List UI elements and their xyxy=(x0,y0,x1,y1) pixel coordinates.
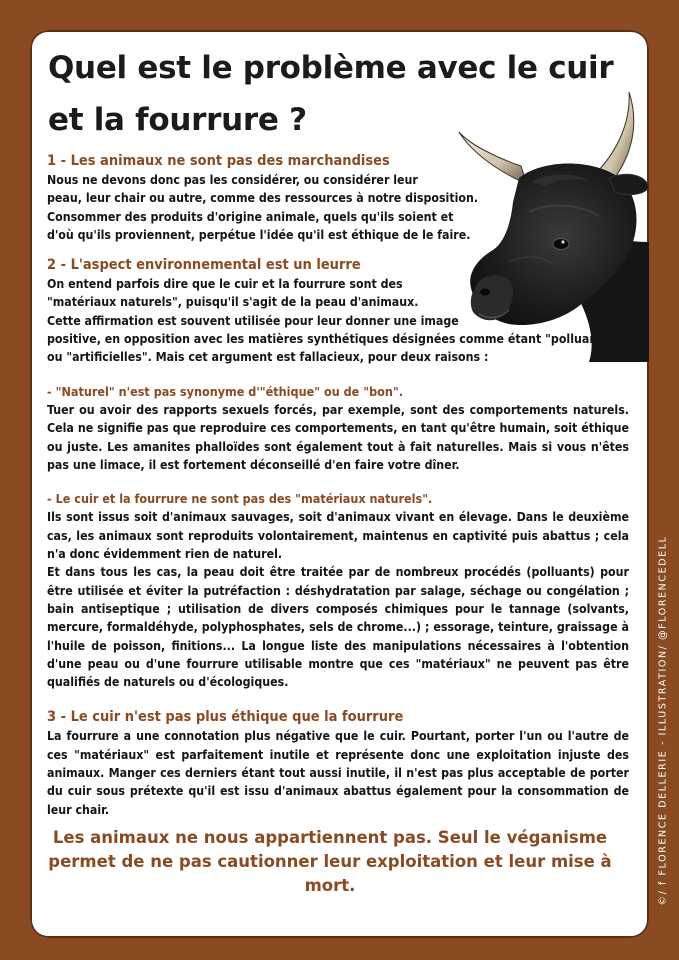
section-2-line: "matériaux naturels", puisqu'il s'agit de la peau d'animaux. xyxy=(47,295,419,310)
section-2-line: Cette affirmation est souvent utilisée pour leur donner une image xyxy=(47,313,459,328)
section-1-heading: 1 - Les animaux ne sont pas des marchandises xyxy=(47,153,390,169)
conclusion-statement xyxy=(30,826,630,898)
section-3-text: La fourrure a une connotation plus négative que le cuir. Pourtant, porter l'un ou l'autre de ces "matériaux" est parfaitement inutile et représente donc une exploitation injuste des animaux. Manger ces derniers étant tout aussi inutile, il n'est pas plus acceptable de porter du cuir sous prétexte qu'il est issu d'animaux abattus également pour la consommation de leur chair. xyxy=(47,729,629,817)
subsection-materiaux-heading: - Le cuir et la fourrure ne sont pas des "matériaux naturels". xyxy=(47,491,433,507)
section-2-line: On entend parfois dire que le cuir et la fourrure sont des xyxy=(47,277,403,292)
subsection-naturel-heading: - "Naturel" n'est pas synonyme d'"éthique" ou de "bon". xyxy=(47,383,403,399)
section-1-line: Consommer des produits d'origine animale, quels qu'ils soient et xyxy=(47,209,454,224)
section-1-line: d'où qu'ils proviennent, perpétue l'idée qu'il est éthique de le faire. xyxy=(47,227,471,242)
section-2-heading: 2 - L'aspect environnemental est un leurre xyxy=(47,257,361,274)
author-credit-text: ©/ f FLORENCE DELLERIE - ILLUSTRATION/ @FLORENCEDELL xyxy=(657,534,669,906)
subsection-materiaux-text-1: Ils sont issus soit d'animaux sauvages, soit d'animaux vivant en élevage. Dans le deuxième cas, les animaux sont reproduits volontairement, maintenus en captivité puis abattus ; cela n'a donc évidemment rien de naturel. xyxy=(47,510,629,562)
section-1-line: peau, leur chair ou autre, comme des ressources à notre disposition. xyxy=(47,191,479,206)
section-2-line: positive, en opposition avec les matières synthétiques désignées comme étant "polluantes" xyxy=(47,332,623,347)
poster-card xyxy=(30,30,649,938)
title-line-1: Quel est le problème avec le cuir xyxy=(48,50,614,86)
title-line-2: et la fourrure ? xyxy=(48,102,307,138)
subsection-materiaux-text-2: Et dans tous les cas, la peau doit être traitée par de nombreux procédés (polluants) pour être utilisée et éviter la putréfaction : déshydratation par salage, séchage ou congélation ; bain antiseptique ; utilisation de divers composés chimiques pour le tannage (solvants, mercure, formaldéhyde, polyphosphates, sels de chrome...) ; essorage, teinture, graissage à l'huile de poisson, finitions... La longue liste des manipulations nécessaires à l'obtention d'une peau ou d'une fourrure utilisable montre que ces "matériaux" ne peuvent pas être qualifiés de naturels ou d'écologiques. xyxy=(47,565,629,690)
subsection-naturel-text: Tuer ou avoir des rapports sexuels forcés, par exemple, sont des comportements naturels. Cela ne signifie pas que reproduire ces comportements, en tant qu'être humain, soit éthique ou juste. Les amanites phalloïdes sont également tout à fait naturelles. Mais si vous n'êtes pas une limace, il est fortement déconseillé d'en faire votre dîner. xyxy=(47,402,629,472)
section-2-line: ou "artificielles". Mais cet argument est fallacieux, pour deux raisons : xyxy=(47,350,489,365)
article-body xyxy=(47,151,629,819)
section-3-heading: 3 - Le cuir n'est pas plus éthique que la fourrure xyxy=(47,709,404,726)
conclusion-line-1: Les animaux ne nous appartiennent pas. Seul le véganisme xyxy=(52,828,608,847)
section-1-line: Nous ne devons donc pas les considérer, ou considérer leur xyxy=(47,173,418,187)
conclusion-line-2: permet de ne pas cautionner leur exploitation et leur mise à mort. xyxy=(48,852,612,895)
author-credit xyxy=(649,500,677,940)
